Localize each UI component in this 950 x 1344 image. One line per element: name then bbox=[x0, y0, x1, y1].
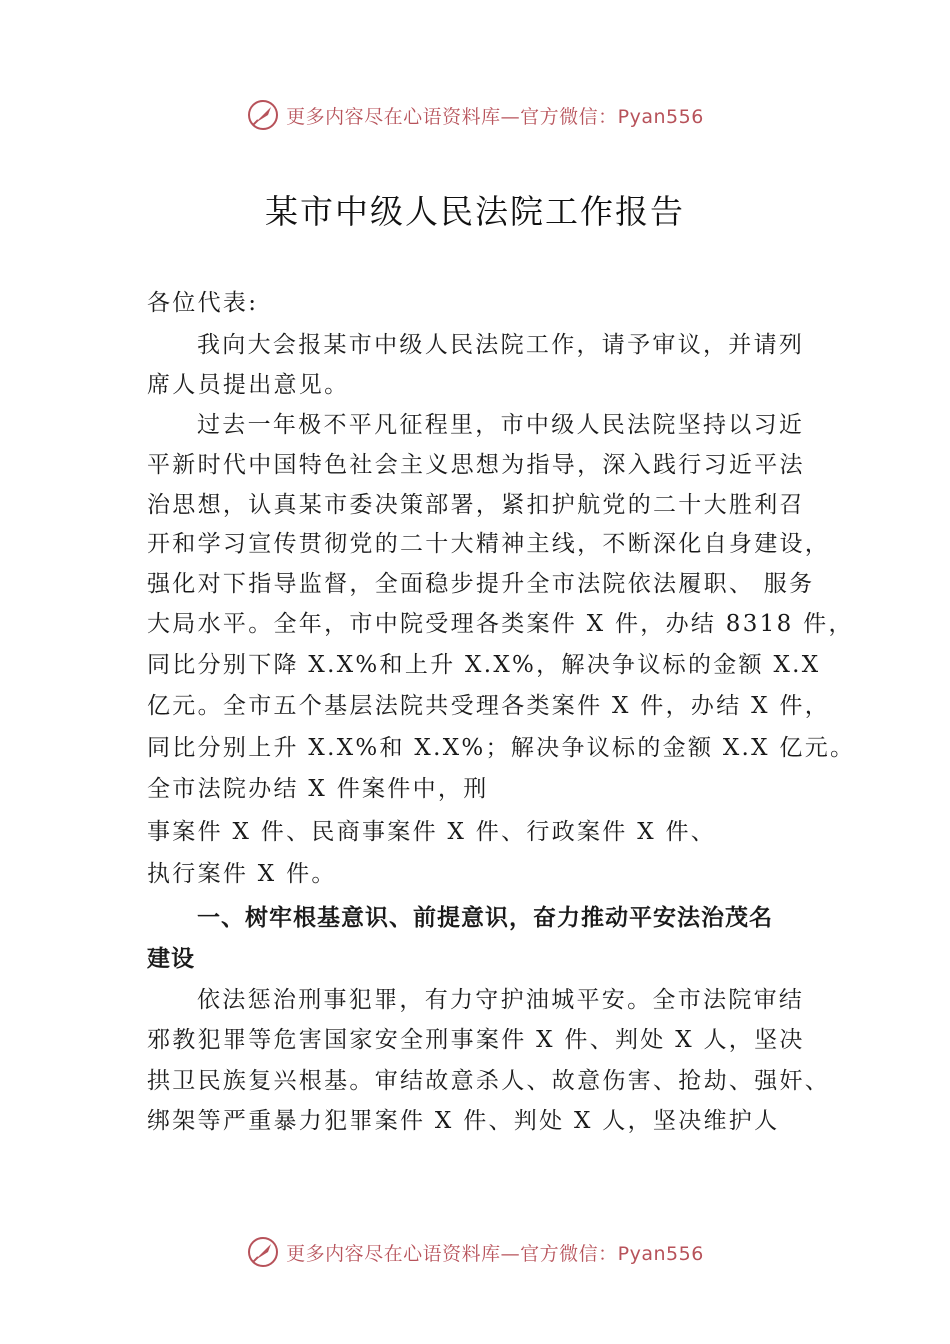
paragraph-line: 大局水平。全年，市中院受理各类案件 X 件，办结 8318 件， bbox=[147, 611, 854, 637]
salutation: 各位代表: bbox=[147, 290, 259, 316]
wechat-id: Pyan556 bbox=[617, 105, 704, 128]
paragraph-line: 开和学习宣传贯彻党的二十大精神主线，不断深化自身建设， bbox=[147, 531, 831, 557]
paragraph-line: 执行案件 X 件。 bbox=[147, 861, 337, 887]
paragraph-line: 绑架等严重暴力犯罪案件 X 件、判处 X 人，坚决维护人 bbox=[147, 1108, 780, 1134]
paragraph-line: 同比分别下降 X.X%和上升 X.X%，解决争议标的金额 X.X bbox=[147, 652, 821, 678]
paragraph-line: 亿元。全市五个基层法院共受理各类案件 X 件，办结 X 件， bbox=[147, 693, 830, 719]
paragraph-line: 拱卫民族复兴根基。审结故意杀人、故意伤害、抢劫、强奸、 bbox=[147, 1068, 831, 1094]
wechat-id: Pyan556 bbox=[617, 1242, 704, 1265]
document-title: 某市中级人民法院工作报告 bbox=[265, 192, 685, 231]
paragraph-line: 同比分别上升 X.X%和 X.X%；解决争议标的金额 X.X 亿元。 bbox=[147, 735, 856, 761]
watermark-text: 更多内容尽在心语资料库—官方微信：Pyan556 bbox=[286, 1242, 704, 1265]
paragraph-line: 全市法院办结 X 件案件中，刑 bbox=[147, 776, 489, 802]
watermark-text: 更多内容尽在心语资料库—官方微信：Pyan556 bbox=[286, 105, 704, 128]
paragraph-line: 治思想，认真某市委决策部署，紧扣护航党的二十大胜利召 bbox=[147, 492, 805, 518]
section-heading: 一、树牢根基意识、前提意识，奋力推动平安法治茂名 bbox=[197, 905, 773, 931]
quill-logo-icon bbox=[246, 98, 280, 132]
watermark-banner-bottom bbox=[0, 1232, 950, 1272]
paragraph-line: 平新时代中国特色社会主义思想为指导，深入践行习近平法 bbox=[147, 452, 805, 478]
paragraph-line: 强化对下指导监督，全面稳步提升全市法院依法履职、 服务 bbox=[147, 571, 815, 597]
paragraph-line: 邪教犯罪等危害国家安全刑事案件 X 件、判处 X 人，坚决 bbox=[147, 1027, 805, 1053]
paragraph-line: 席人员提出意见。 bbox=[147, 372, 350, 398]
paragraph-line: 依法惩治刑事犯罪，有力守护油城平安。全市法院审结 bbox=[197, 987, 805, 1013]
section-heading: 建设 bbox=[147, 946, 195, 972]
watermark-banner-top bbox=[0, 95, 950, 135]
paragraph-line: 过去一年极不平凡征程里，市中级人民法院坚持以习近 bbox=[197, 412, 805, 438]
quill-logo-icon bbox=[246, 1235, 280, 1269]
paragraph-line: 我向大会报某市中级人民法院工作，请予审议，并请列 bbox=[197, 332, 805, 358]
paragraph-line: 事案件 X 件、民商事案件 X 件、行政案件 X 件、 bbox=[147, 819, 717, 845]
